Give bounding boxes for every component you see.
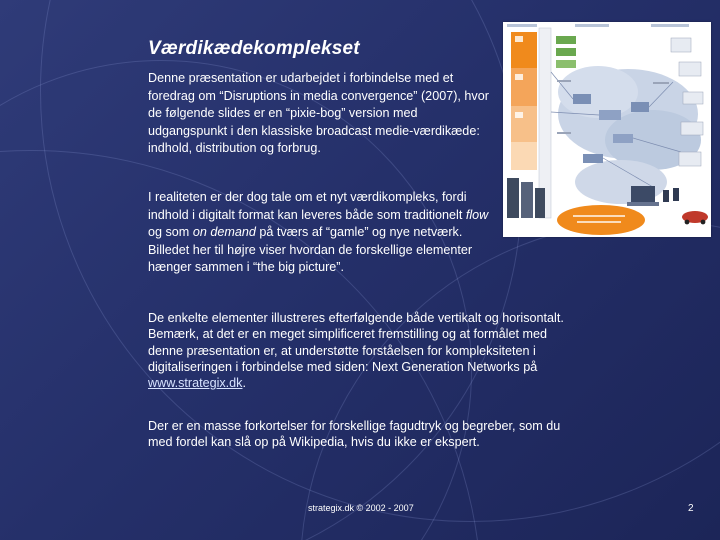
diagram-network-box <box>599 110 621 120</box>
diagram-pictogram <box>515 36 523 42</box>
strategix-link[interactable]: www.strategix.dk <box>148 376 243 391</box>
diagram-orange-block <box>511 106 537 142</box>
diagram-header-mark <box>575 24 609 27</box>
diagram-network-box <box>631 102 649 112</box>
diagram-phone <box>663 190 669 202</box>
footer-text: strategix.dk © 2002 - 2007 <box>308 503 414 513</box>
diagram-device <box>671 38 691 52</box>
diagram-header-mark <box>651 24 689 27</box>
page-number: 2 <box>688 503 694 514</box>
diagram-device <box>679 62 701 76</box>
diagram-illustration <box>503 22 711 237</box>
diagram-green-box <box>556 48 576 56</box>
diagram-network-box <box>573 94 591 104</box>
paragraph-text: I realiteten er der dog tale om et nyt værdikompleks, fordi indhold i digitalt format kan leveres både som traditionelt <box>148 190 467 222</box>
diagram-pictogram <box>515 112 523 118</box>
diagram-car-wheel <box>685 220 690 225</box>
diagram-network-box <box>583 154 603 163</box>
diagram-server <box>507 178 519 218</box>
diagram-label-mark <box>557 132 571 134</box>
diagram-pictogram <box>515 74 523 80</box>
diagram-cloud <box>558 66 638 118</box>
diagram-label-mark <box>557 80 571 82</box>
paragraph-text: De enkelte elementer illustreres efterfølgende både vertikalt og horisontalt. Bemærk, at det er en meget simplificeret fremstilling og at formålet med denne præsentation er, at understøtte forståelsen for kompleksiteten i digitaliseringen i forbindelse med siden: Next Generation Networks på <box>148 311 564 374</box>
diagram-laptop <box>631 186 655 202</box>
diagram-device <box>681 122 703 135</box>
diagram-green-box <box>556 60 576 68</box>
paragraph-value-complex <box>148 189 500 277</box>
diagram-device <box>679 152 701 166</box>
diagram-orange-block <box>511 142 537 170</box>
diagram-car-wheel <box>701 220 706 225</box>
diagram-label-mark <box>573 215 625 217</box>
diagram-server <box>535 188 545 218</box>
on-demand-term: on demand <box>192 225 256 239</box>
diagram-orange-block <box>511 68 537 106</box>
diagram-header-mark <box>507 24 537 27</box>
slide-title: Værdikædekomplekset <box>148 38 360 59</box>
paragraph-text: og som <box>148 225 193 239</box>
diagram-orange-cloud <box>557 205 645 235</box>
paragraph-intro: Denne præsentation er udarbejdet i forbindelse med et foredrag om “Disruptions in media convergence” (2007), hvor de følgende slides er en “pixie-bog” version med udgangspunkt i den klassiske broadcast medie-værdikæde: indhold, distribution og forbrug. <box>148 71 489 155</box>
diagram-laptop <box>627 202 659 206</box>
diagram-green-box <box>556 36 576 44</box>
diagram-label-mark <box>577 221 621 223</box>
big-picture-diagram <box>503 22 711 237</box>
paragraph-elements <box>148 310 573 391</box>
paragraph-text: . <box>242 376 246 391</box>
paragraph-text: på tværs af “gamle” og nye netværk. Billedet her til højre viser hvordan de forskellige elementer hænger sammen i “the big picture”. <box>148 225 473 274</box>
diagram-phone <box>673 188 679 201</box>
diagram-server <box>521 182 533 218</box>
flow-term: flow <box>465 207 489 222</box>
diagram-label-mark <box>653 82 669 84</box>
diagram-device <box>683 92 703 104</box>
diagram-network-box <box>613 134 633 143</box>
diagram-orange-block <box>511 32 537 68</box>
paragraph-abbreviations: Der er en masse forkortelser for forskellige fagudtryk og begreber, som du med fordel kan slå op på Wikipedia, hvis du ikke er ekspert. <box>148 419 561 450</box>
